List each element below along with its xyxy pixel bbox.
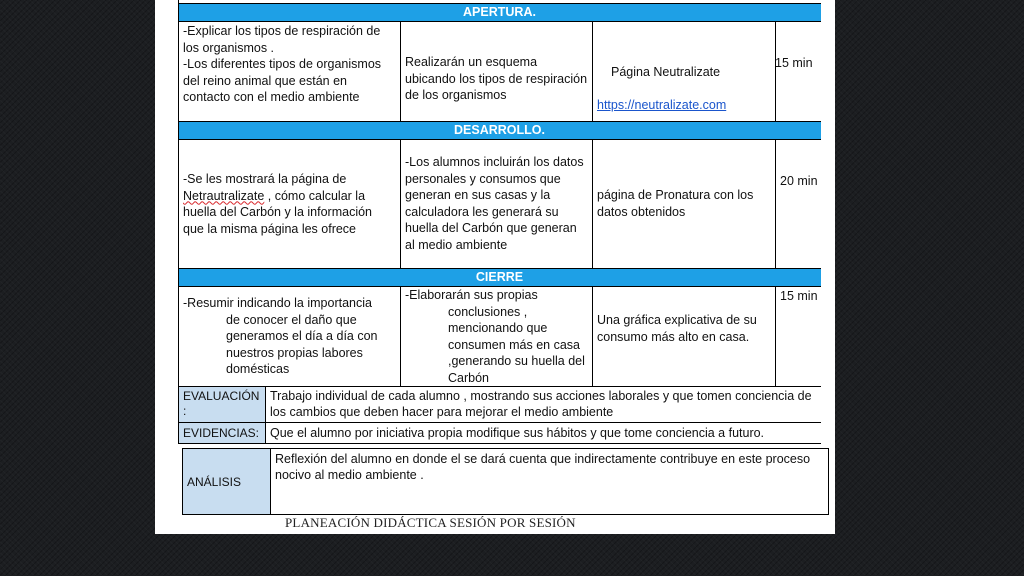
cierre-inicio-cell bbox=[179, 293, 400, 385]
cierre-actividad-rest: conclusiones , mencionando que consumen más en casa ,generando su huella del Carbón bbox=[448, 304, 585, 385]
document-footer-title: PLANEACIÓN DIDÁCTICA SESIÓN POR SESIÓN bbox=[285, 515, 576, 530]
evidencias-text: Que el alumno por iniciativa propia modifique sus hábitos y que tome conciencia a futuro. bbox=[270, 426, 765, 440]
section-cierre: CIERRE bbox=[178, 269, 821, 286]
neutralizate-link[interactable]: https://neutralizate.com bbox=[597, 97, 727, 112]
desarrollo-site-name: Netrautralizate bbox=[183, 188, 265, 203]
cierre-recurso-cell: Una gráfica explicativa de su consumo más alto en casa. bbox=[597, 313, 757, 344]
desarrollo-inicio-post: , cómo calcular la huella del Carbón y la información que la misma página les ofrece bbox=[183, 188, 372, 236]
cierre-tiempo-cell: 15 min bbox=[780, 289, 818, 303]
recurso-title: Página Neutralizate bbox=[611, 64, 721, 79]
planning-table bbox=[155, 0, 835, 534]
rule bbox=[178, 3, 821, 4]
cierre-actividad-cell bbox=[401, 285, 592, 385]
rule bbox=[178, 268, 821, 269]
desarrollo-inicio-cell bbox=[179, 169, 400, 249]
rule bbox=[828, 448, 829, 515]
apertura-inicio-cell: -Explicar los tipos de respiración de los organismos . -Los diferentes tipos de organismos del reino animal que están en contacto con el medio ambiente bbox=[183, 24, 382, 105]
desarrollo-inicio-pre: -Se les mostrará la página de bbox=[183, 172, 347, 186]
section-desarrollo: DESARROLLO. bbox=[178, 122, 821, 139]
evidencias-label: EVIDENCIAS: bbox=[183, 426, 260, 440]
apertura-actividad-cell: Realizarán un esquema ubicando los tipos de respiración de los organismos bbox=[405, 55, 588, 103]
section-apertura: APERTURA. bbox=[178, 4, 821, 21]
cierre-actividad-first: -Elaborarán sus propias bbox=[405, 288, 538, 302]
analisis-text: Reflexión del alumno en donde el se dará cuenta que indirectamente contribuye en este proceso nocivo al medio ambiente . bbox=[275, 452, 811, 482]
rule bbox=[775, 139, 776, 269]
evaluacion-text: Trabajo individual de cada alumno , mostrando sus acciones laborales y que tomen conciencia de los cambios que deben hacer para mejorar el medio ambiente bbox=[270, 389, 812, 419]
desarrollo-recurso-cell: página de Pronatura con los datos obtenidos bbox=[597, 188, 754, 219]
cierre-inicio-first: -Resumir indicando la importancia bbox=[183, 296, 372, 310]
desarrollo-tiempo-cell: 20 min bbox=[780, 174, 818, 188]
apertura-tiempo-cell: 15 min bbox=[775, 56, 813, 70]
analisis-label: ANÁLISIS bbox=[187, 475, 242, 489]
document-page bbox=[155, 0, 835, 534]
cierre-inicio-rest: de conocer el daño que generamos el día a día con nuestros propias labores domésticas bbox=[226, 312, 378, 377]
apertura-recurso-cell bbox=[593, 45, 775, 112]
rule bbox=[178, 443, 821, 444]
desarrollo-actividad-cell: -Los alumnos incluirán los datos personales y consumos que generan en sus casas y la calculadora les generará su huella del Carbón que generan al medio ambiente bbox=[405, 155, 584, 252]
rule bbox=[178, 139, 821, 140]
evaluacion-label: EVALUACIÓN : bbox=[183, 389, 260, 418]
